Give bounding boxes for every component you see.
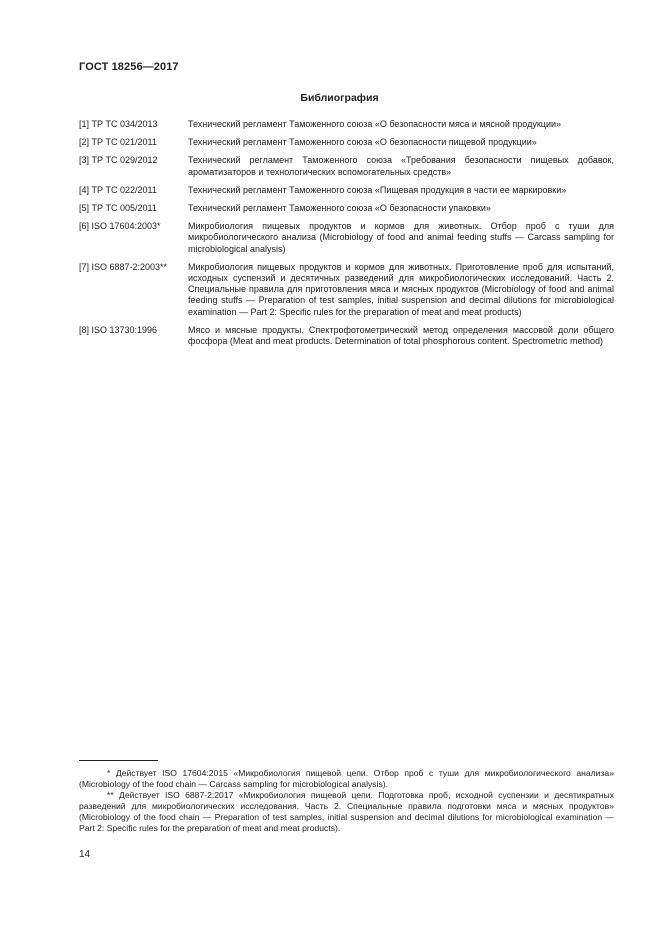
bibliography-entry <box>79 221 614 255</box>
page-number: 14 <box>79 849 91 860</box>
bibliography-code: [8] ISO 13730:1996 <box>79 324 158 335</box>
bibliography-entry <box>79 137 614 148</box>
bibliography-text: Микробиология пищевых продуктов и кормов для животных. Приготовление проб для испытаний, исходных суспензий и десятичных разведений для микробиологических исследований. Часть 2. Специальные правила для приготовления мяса и мясных продуктов (Microbiology of food and animal feeding stuffs — Preparation of test samples, initial suspension and decimal dilutions for microbiological examination — Part 2: Specific rules for the preparation of meat and meat products) <box>188 261 614 317</box>
bibliography-text: Технический регламент Таможенного союза «О безопасности мяса и мясной продукции» <box>188 119 562 129</box>
bibliography-entry <box>79 155 614 177</box>
bibliography-entry <box>79 203 614 214</box>
footnotes <box>79 768 614 835</box>
bibliography-text: Микробиология пищевых продуктов и кормов для животных. Отбор проб с туши для микробиологического анализа (Microbiology of food and animal feeding stuffs — Carcass sampling for microbiological analysis) <box>188 221 614 254</box>
bibliography-text: Технический регламент Таможенного союза «О безопасности упаковки» <box>188 203 491 214</box>
bibliography-text: Мясо и мясные продукты. Спектрофотометрический метод определения массовой доли общего фосфора (Meat and meat products. Determination of total phosphorous content. Spectrometric method) <box>188 324 614 347</box>
bibliography-entry <box>79 325 614 347</box>
section-title: Библиография <box>300 92 379 104</box>
bibliography-code: [6] ISO 17604:2003* <box>79 221 161 232</box>
bibliography-text: Технический регламент Таможенного союза «Пищевая продукция в части ее маркировки» <box>188 184 567 195</box>
bibliography-entry <box>79 119 614 130</box>
bibliography-code: [3] ТР ТС 029/2012 <box>79 155 158 166</box>
bibliography-code: [7] ISO 6887-2:2003** <box>79 261 168 272</box>
bibliography-list <box>79 119 614 354</box>
footnote: ** Действует ISO 6887-2:2017 «Микробиология пищевой цепи. Подготовка проб, исходной суспензии и десятикратных разведений для микробиологических исследования. Часть 2. Специальные правила подготовки мяса и мясных продуктов» (Microbiology of the food chain — Preparation of test samples, initial suspension and decimal dilutions for microbiological examination — Part 2: Specific rules for the preparation of meat and meat products). <box>79 790 614 834</box>
bibliography-text: Технический регламент Таможенного союза «О безопасности пищевой продукции» <box>188 137 537 148</box>
bibliography-entry <box>79 262 614 318</box>
footnote-separator <box>79 760 158 761</box>
bibliography-code: [2] ТР ТС 021/2011 <box>79 137 157 148</box>
bibliography-code: [1] ТР ТС 034/2013 <box>79 119 158 129</box>
bibliography-code: [4] ТР ТС 022/2011 <box>79 184 157 195</box>
standard-header: ГОСТ 18256—2017 <box>79 61 179 73</box>
bibliography-entry <box>79 185 614 196</box>
footnote: * Действует ISO 17604:2015 «Микробиология пищевой цепи. Отбор проб с туши для микробиологического анализа» (Microbiology of the food chain — Carcass sampling for microbiological analysis). <box>79 768 614 790</box>
bibliography-text: Технический регламент Таможенного союза «Требования безопасности пищевых добавок, ароматизаторов и технологических вспомогательных средств» <box>188 155 614 177</box>
bibliography-code: [5] ТР ТС 005/2011 <box>79 203 157 214</box>
